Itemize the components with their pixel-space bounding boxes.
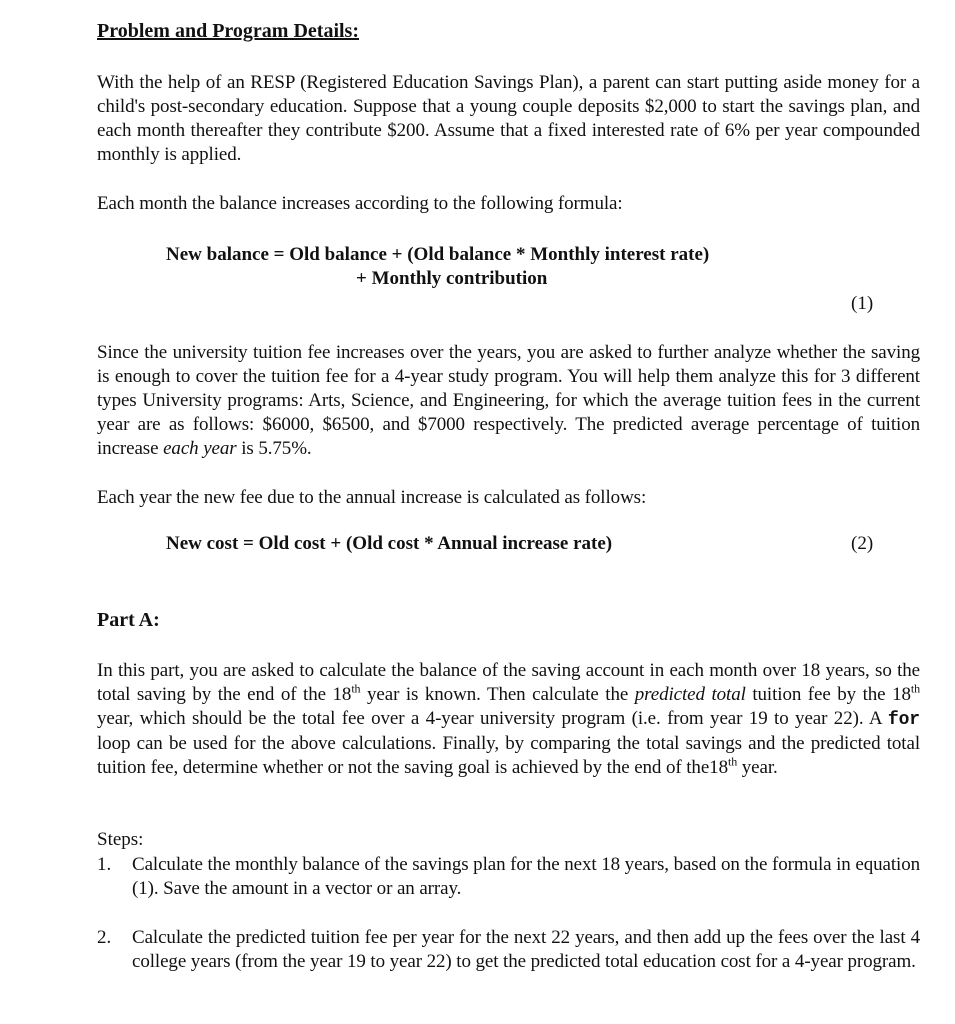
formula-1-line-1: New balance = Old balance + (Old balance * Monthly interest rate) — [166, 244, 710, 265]
tuition-text-2: is 5.75%. — [236, 438, 312, 459]
ordinal-suffix: th — [727, 754, 738, 769]
part-a-text-4: year, which should be the total fee over a 4-year university program (i.e. from year 19 to year 22). A — [97, 708, 888, 729]
ordinal-suffix: th — [910, 681, 921, 696]
part-a-paragraph — [97, 659, 920, 780]
steps-label: Steps: — [97, 829, 144, 850]
step-text: Calculate the predicted tuition fee per year for the next 22 years, and then add up the fees over the last 4 college years (from the year 19 to year 22) to get the predicted total education cost for a 4-year program. — [132, 927, 920, 972]
step-text: Calculate the monthly balance of the savings plan for the next 18 years, based on the formula in equation (1). Save the amount in a vector or an array. — [132, 854, 920, 899]
part-a-text-5: loop can be used for the above calculations. Finally, by comparing the total savings and the predicted total tuition fee, determine whether or not the saving goal is achieved by the end of the18 — [97, 733, 920, 778]
section-heading: Problem and Program Details: — [97, 20, 360, 42]
step-number: 2. — [97, 927, 112, 948]
tuition-text-1: Since the university tuition fee increases over the years, you are asked to further analyze whether the saving is enough to cover the tuition fee for a 4-year study program. You will help them analyze this for 3 different types University programs: Arts, Science, and Engineering, for which the average tuition fees in the current year are as follows: $6000, $6500, and $7000 respectively. The predicted average percentage of tuition increase — [97, 342, 920, 459]
formula-intro-paragraph: Each month the balance increases according to the following formula: — [97, 193, 623, 214]
ordinal-suffix: th — [351, 681, 361, 696]
part-a-heading: Part A: — [97, 609, 160, 631]
formula-1-line-2: + Monthly contribution — [356, 268, 548, 289]
formula-1-number: (1) — [851, 293, 874, 314]
tuition-emphasis: each year — [163, 438, 237, 459]
part-a-text-6: year. — [737, 757, 778, 778]
part-a-text-3: tuition fee by the 18 — [745, 684, 911, 705]
code-keyword: for — [887, 710, 920, 730]
formula-2-number: (2) — [851, 533, 874, 554]
formula-2-text: New cost = Old cost + (Old cost * Annual increase rate) — [166, 533, 613, 554]
cost-intro-paragraph: Each year the new fee due to the annual increase is calculated as follows: — [97, 487, 647, 508]
tuition-paragraph — [97, 341, 920, 461]
part-a-emphasis: predicted total — [634, 684, 746, 705]
intro-paragraph: With the help of an RESP (Registered Education Savings Plan), a parent can start putting aside money for a child's post-secondary education. Suppose that a young couple deposits $2,000 to start the savings plan, and each month thereafter they contribute $200. Assume that a fixed interested rate of 6% per year compounded monthly is applied. — [97, 72, 920, 165]
part-a-text-1: In this part, you are asked to calculate the balance of the saving account in each month over 18 years, so the total saving by the end of the 18 — [97, 660, 920, 705]
step-number: 1. — [97, 854, 112, 875]
part-a-text-2: year is known. Then calculate the — [360, 684, 635, 705]
